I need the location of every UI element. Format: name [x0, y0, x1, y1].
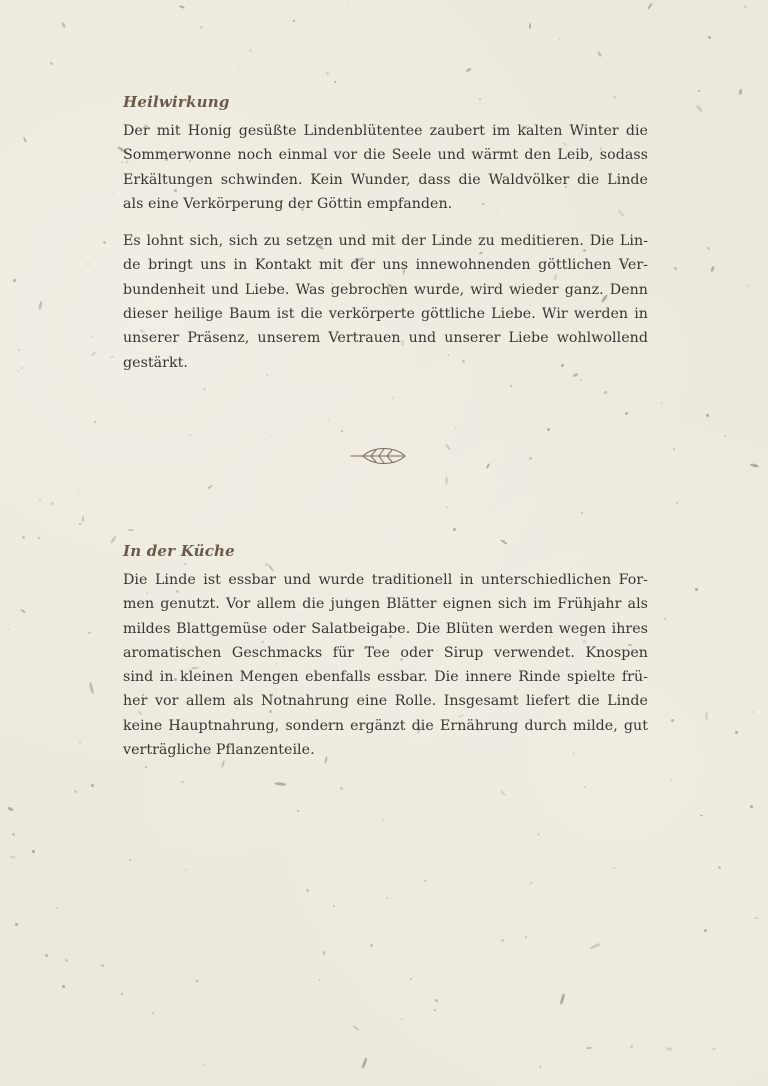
paper-fiber [401, 1018, 403, 1020]
paper-fiber [707, 247, 710, 250]
paper-fiber [120, 652, 121, 653]
paper-fiber [39, 499, 41, 501]
paper-fiber [718, 866, 721, 869]
paper-fiber [91, 784, 94, 787]
paper-fiber [455, 427, 456, 428]
text-line: Es lohnt sich, sich zu setzen und mit der Linde zu meditieren. Die Lin- [123, 233, 648, 250]
paper-fiber [51, 502, 54, 505]
paragraph-heilwirkung-2 [123, 229, 648, 375]
text-line: verträgliche Pflanzenteile. [123, 742, 315, 759]
paper-fiber [32, 850, 35, 853]
paper-fiber [108, 28, 109, 29]
paper-fiber [501, 939, 504, 942]
paper-fiber [386, 897, 388, 899]
paper-fiber [74, 790, 77, 793]
paper-fiber [502, 530, 503, 531]
paper-fiber [54, 239, 55, 240]
section-heading-kueche: In der Küche [123, 542, 235, 560]
paper-fiber [203, 388, 206, 391]
paper-fiber [237, 882, 238, 883]
text-line: aromatischen Geschmacks für Tee oder Sirup verwendet. Knospen [123, 644, 648, 661]
text-line: Die Linde ist essbar und wurde traditionell in unterschiedlichen For- [123, 572, 648, 588]
paper-fiber [121, 993, 123, 995]
text-line: men genutzt. Vor allem die jungen Blätter eignen sich im Frühjahr als [123, 596, 648, 613]
paper-fiber [38, 537, 40, 539]
paper-fiber [488, 508, 489, 509]
paper-fiber [708, 36, 711, 39]
paper-fiber [434, 1009, 436, 1011]
paper-fiber [185, 869, 187, 871]
paper-fiber [747, 285, 749, 287]
paper-fiber [695, 588, 698, 591]
paper-fiber [18, 371, 19, 372]
paper-fiber [687, 1042, 688, 1043]
paper-fiber [559, 1055, 561, 1057]
paper-fiber [630, 1045, 633, 1048]
paper-fiber [435, 999, 438, 1002]
paper-fiber [547, 428, 550, 431]
paper-fiber [46, 33, 47, 34]
text-line: Erkältungen schwinden. Kein Wunder, dass die Waldvölker die Linde [123, 171, 648, 188]
paper-fiber [410, 978, 412, 980]
text-line: gestärkt. [123, 354, 188, 371]
paper-fiber [752, 711, 754, 713]
paper-fiber [200, 26, 203, 29]
paper-fiber [45, 954, 48, 957]
paper-fiber [13, 279, 16, 282]
text-line: unserer Präsenz, unserem Vertrauen und unserer Liebe wohlwollend [123, 330, 648, 347]
paper-fiber [249, 49, 252, 52]
paper-fiber [335, 408, 336, 409]
paper-fiber [706, 414, 709, 417]
paper-fiber [50, 62, 53, 65]
paper-fiber [529, 457, 532, 460]
paper-fiber [154, 81, 155, 82]
paper-fiber [625, 412, 628, 415]
paper-fiber [215, 0, 216, 1]
text-line: dieser heilige Baum ist die verkörperte göttliche Liebe. Wir werden in [123, 306, 648, 323]
text-line: Sommerwonne noch einmal vor die Seele und wärmt den Leib, sodass [123, 147, 648, 164]
text-line: sind in kleinen Mengen ebenfalls essbar. Die innere Rinde spielte frü- [123, 669, 648, 686]
paper-fiber [739, 308, 740, 309]
paper-fiber [521, 796, 522, 797]
leaf-icon [349, 443, 409, 469]
paper-fiber [79, 742, 81, 744]
paper-fiber [724, 435, 726, 437]
paper-fiber [18, 349, 20, 351]
paper-fiber [750, 805, 753, 808]
paper-fiber [748, 821, 749, 822]
paper-fiber [735, 731, 738, 734]
paper-fiber [103, 241, 106, 244]
paper-fiber [87, 263, 89, 265]
paper-fiber [604, 391, 607, 394]
text-line: de bringt uns in Kontakt mit der uns innewohnenden göttlichen Ver- [123, 257, 648, 274]
paper-fiber [453, 528, 456, 531]
paper-fiber [270, 436, 271, 437]
paper-fiber [698, 90, 700, 92]
paper-fiber [504, 539, 505, 540]
paper-fiber [671, 719, 674, 722]
paper-fiber [203, 1064, 205, 1066]
paper-fiber [297, 810, 299, 812]
paper-fiber [317, 965, 318, 966]
paper-fiber [413, 526, 414, 527]
paper-fiber [129, 859, 131, 861]
paper-fiber [62, 985, 65, 988]
text-line: her vor allem als Notnahrung eine Rolle. Insgesamt liefert die Linde [123, 693, 648, 710]
paper-fiber [12, 833, 15, 836]
paragraph-heilwirkung-1 [123, 119, 648, 216]
paper-fiber [306, 889, 309, 892]
paper-fiber [8, 629, 9, 630]
text-line: als eine Verkörperung der Göttin empfanden. [123, 195, 453, 212]
paper-fiber [334, 81, 336, 83]
paper-fiber [259, 419, 260, 420]
paper-fiber [341, 430, 343, 432]
paper-fiber [370, 944, 373, 947]
paper-fiber [383, 862, 384, 863]
section-heading-heilwirkung: Heilwirkung [123, 93, 230, 111]
paper-fiber [333, 905, 335, 907]
paper-fiber [663, 458, 664, 459]
text-line: keine Hauptnahrung, sondern ergänzt die Ernährung durch milde, gut [123, 717, 648, 734]
paper-fiber [424, 880, 426, 882]
section-heilwirkung [123, 93, 648, 388]
text-line: Der mit Honig gesüßte Lindenblütentee zaubert im kalten Winter die [123, 123, 648, 139]
section-kueche [123, 542, 648, 775]
paper-fiber [340, 787, 343, 790]
paper-fiber [326, 72, 329, 75]
paper-fiber [10, 32, 11, 33]
paper-fiber [704, 929, 707, 932]
text-line: mildes Blattgemüse oder Salatbeigabe. Die Blüten werden wegen ihres [123, 620, 648, 637]
paper-fiber [94, 421, 96, 423]
paper-fiber [676, 502, 678, 504]
paper-fiber [664, 618, 666, 620]
paper-fiber [21, 367, 23, 369]
paper-fiber [314, 865, 315, 866]
paper-fiber [525, 936, 527, 938]
paper-fiber [446, 506, 448, 508]
paper-fiber [584, 786, 586, 788]
paper-fiber [581, 512, 583, 514]
paper-fiber [152, 1012, 154, 1014]
paper-fiber [674, 267, 677, 270]
paper-fiber [65, 959, 68, 962]
paper-fiber [570, 902, 571, 903]
paper-fiber [348, 3, 349, 4]
paper-fiber [721, 1, 722, 2]
paper-fiber [559, 39, 560, 40]
paper-fiber [101, 964, 104, 967]
paper-fiber [242, 989, 243, 990]
paper-fiber [238, 65, 240, 67]
paper-fiber [673, 448, 675, 450]
paper-fiber [22, 536, 25, 539]
paper-fiber [15, 923, 18, 926]
text-line: bundenheit und Liebe. Was gebrochen wurde, wird wieder ganz. Denn [123, 281, 648, 298]
paper-fiber [744, 5, 747, 8]
paper-fiber [78, 489, 79, 490]
paper-fiber [445, 38, 446, 39]
paper-fiber [445, 476, 448, 485]
paper-fiber [293, 20, 295, 22]
paper-fiber [670, 779, 672, 781]
paragraph-kueche [123, 568, 648, 762]
paper-fiber [79, 523, 81, 525]
